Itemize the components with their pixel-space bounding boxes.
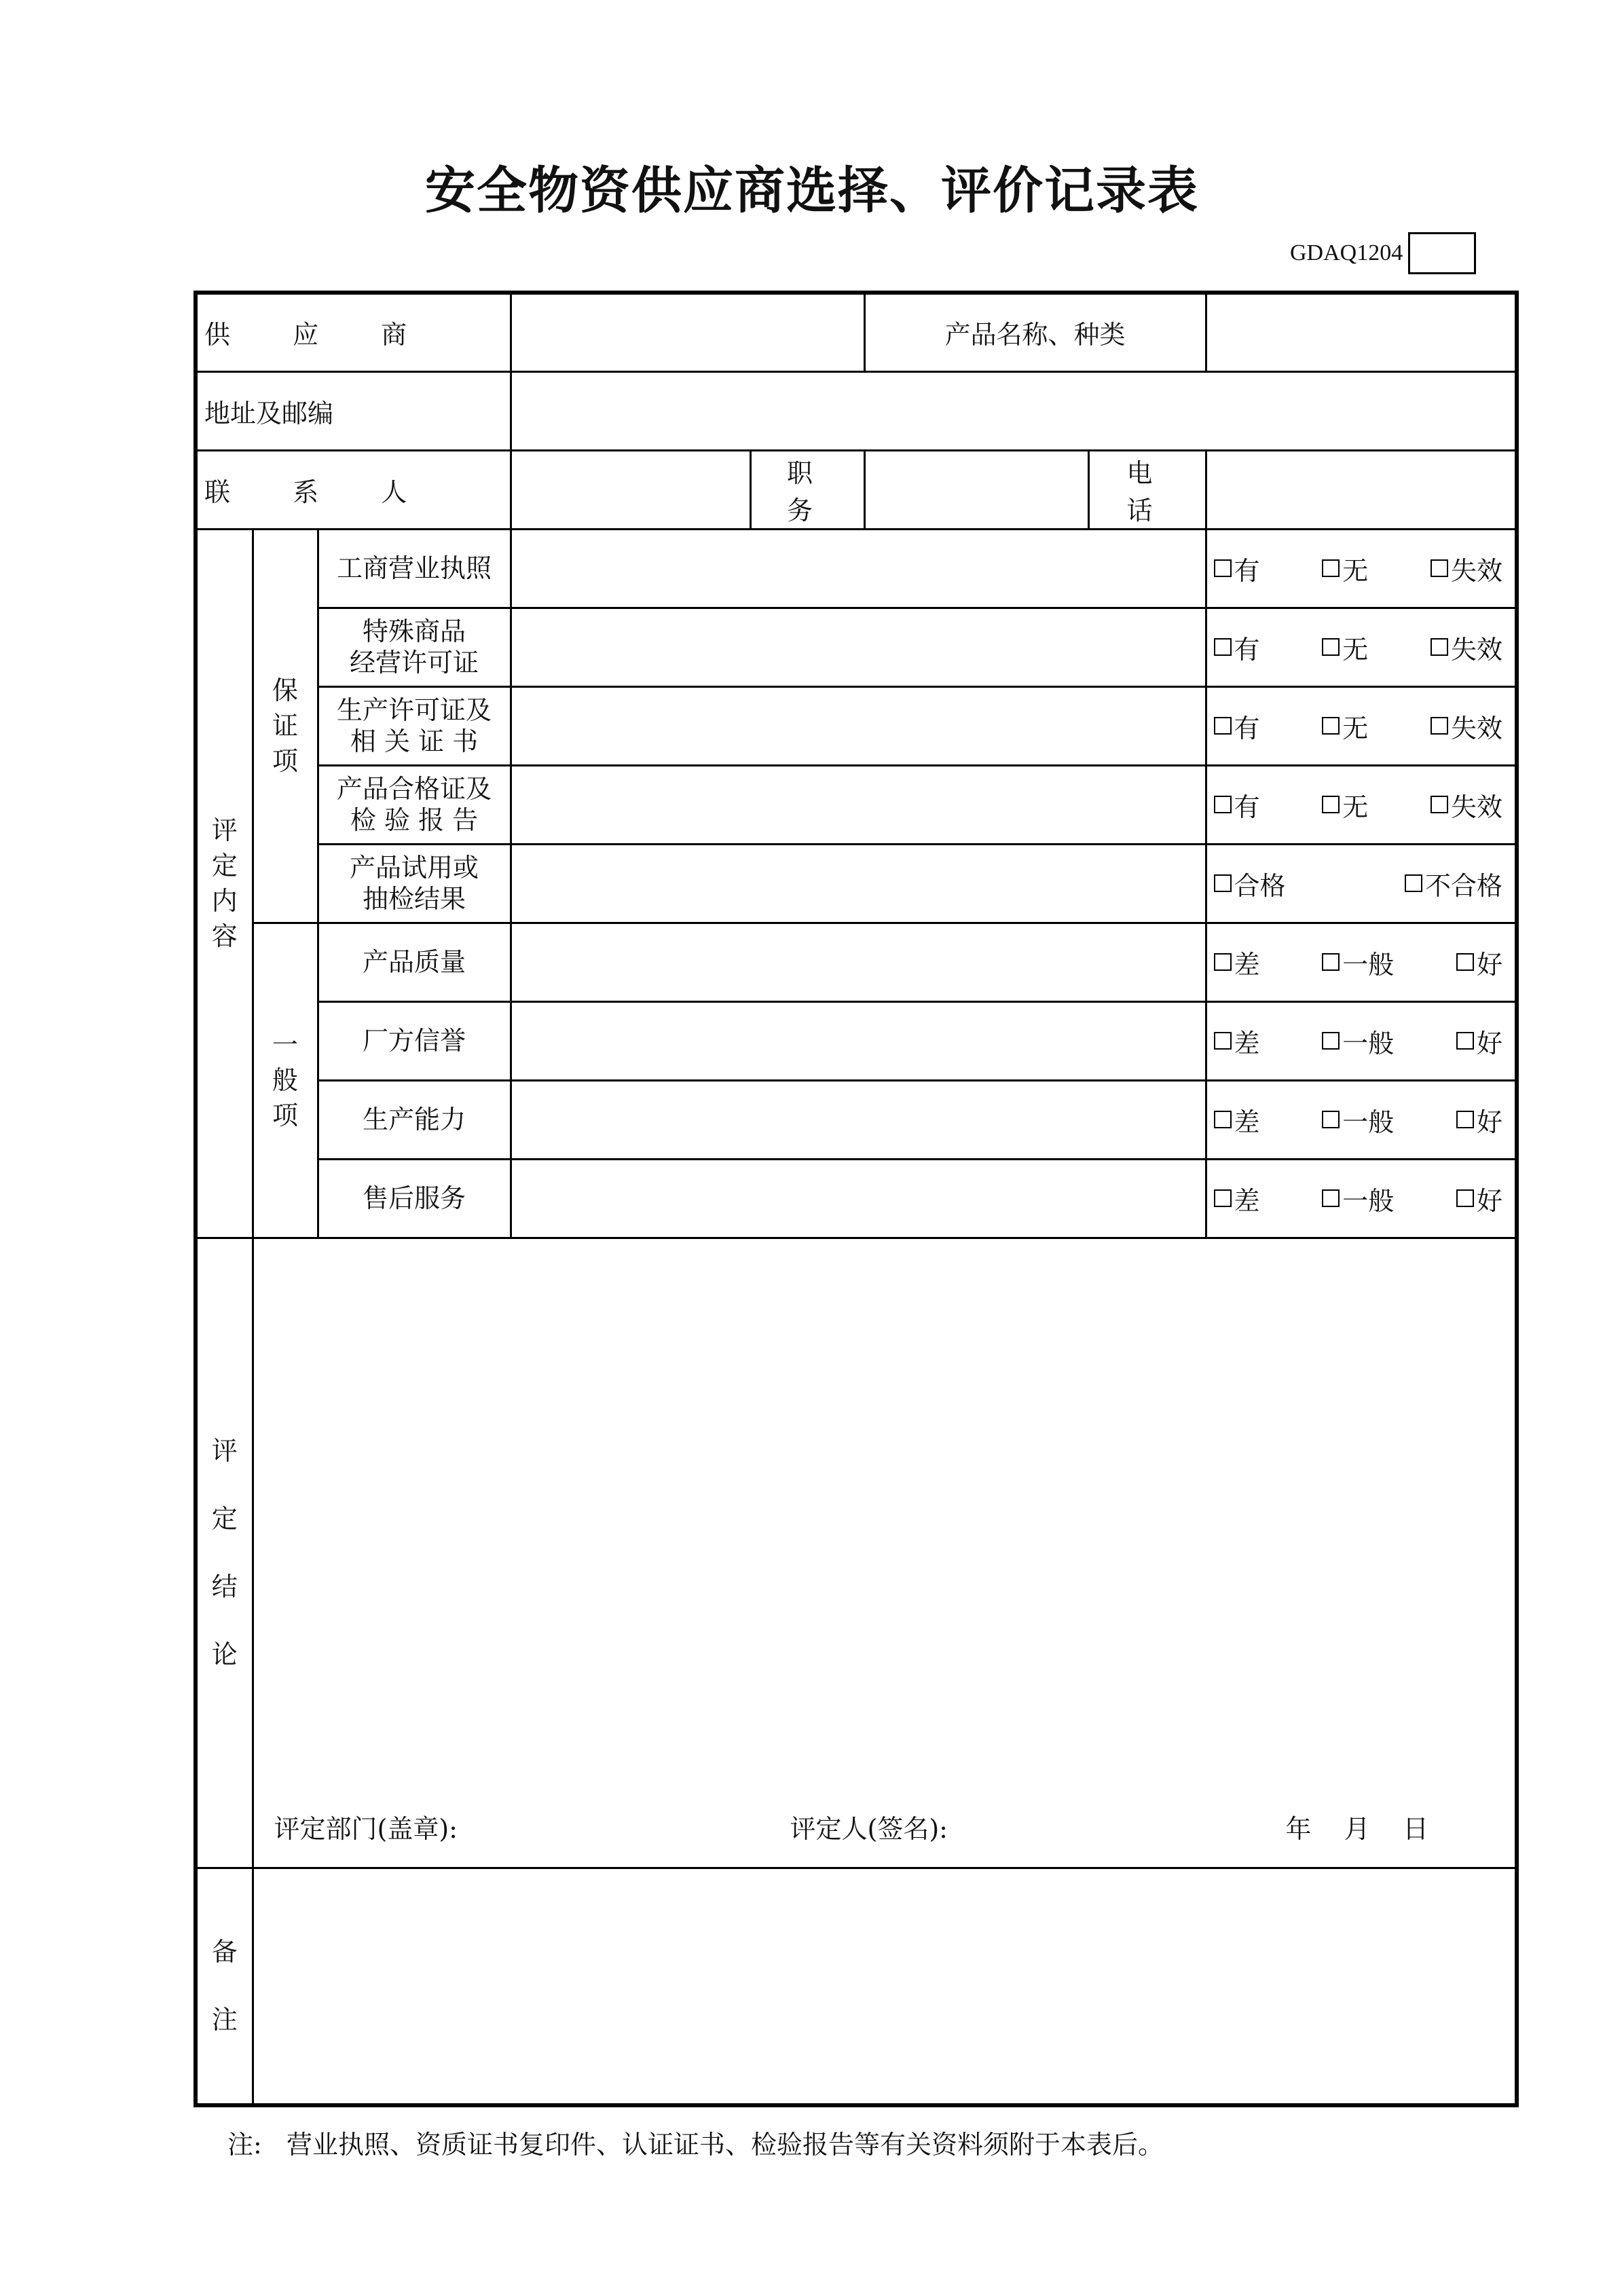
checkbox-icon[interactable]: [1322, 1111, 1340, 1128]
option-checkbox[interactable]: [1431, 786, 1502, 824]
checkbox-icon[interactable]: [1456, 1111, 1474, 1128]
checkbox-icon[interactable]: [1214, 717, 1232, 735]
options-cell: [1206, 844, 1517, 923]
conclusion-label: [196, 1238, 253, 1868]
general-label-char: 般: [272, 1065, 298, 1095]
address-field[interactable]: [511, 371, 1517, 450]
item-label: [318, 1159, 511, 1238]
remark-field[interactable]: [253, 1868, 1517, 2105]
item-label-line: 特殊商品: [362, 616, 466, 646]
evaluation-row: [196, 1159, 1517, 1238]
checkbox-icon[interactable]: [1214, 1189, 1232, 1207]
evaluation-section-label-char: 容: [211, 921, 238, 951]
position-label: 职 务: [750, 450, 864, 529]
checkbox-icon[interactable]: [1214, 1032, 1232, 1050]
remark-label: [196, 1868, 253, 2105]
item-label-line: 厂方信誉: [362, 1026, 466, 1056]
option-checkbox[interactable]: [1214, 1022, 1260, 1060]
option-label: 好: [1476, 1107, 1502, 1137]
footnote: 注: 营业执照、资质证书复印件、认证证书、检验报告等有关资料须附于本表后。: [227, 2130, 1164, 2160]
checkbox-icon[interactable]: [1322, 1189, 1340, 1207]
option-label: 一般: [1342, 1107, 1395, 1137]
item-label-line: 相 关 证 书: [350, 726, 479, 756]
item-label-line: 检 验 报 告: [350, 805, 479, 835]
remark-label-char: 注: [211, 2005, 238, 2035]
options-group: [1214, 707, 1509, 745]
option-checkbox[interactable]: [1322, 1101, 1394, 1139]
option-label: 不合格: [1425, 870, 1503, 901]
item-label-line: 产品质量: [362, 947, 466, 977]
guarantee-label: [253, 529, 318, 923]
option-checkbox[interactable]: [1322, 1180, 1394, 1217]
item-remark-field[interactable]: [511, 1001, 1206, 1080]
item-label: [318, 844, 511, 923]
conclusion-label-char: 定: [211, 1504, 238, 1534]
position-field[interactable]: [864, 450, 1088, 529]
option-checkbox[interactable]: [1214, 707, 1260, 745]
phone-label: 电 话: [1088, 450, 1206, 529]
option-label: 一般: [1342, 1028, 1395, 1058]
item-label-line: 抽检结果: [362, 884, 466, 914]
checkbox-icon[interactable]: [1431, 796, 1448, 813]
option-checkbox[interactable]: [1405, 865, 1502, 902]
option-label: 差: [1234, 949, 1260, 980]
evaluation-form-table: [193, 291, 1519, 2107]
item-remark-field[interactable]: [511, 608, 1206, 686]
item-remark-field[interactable]: [511, 844, 1206, 923]
option-label: 差: [1234, 1107, 1260, 1137]
checkbox-icon[interactable]: [1431, 717, 1448, 735]
conclusion-label-char: 结: [211, 1572, 238, 1602]
options-group: [1214, 944, 1509, 981]
item-label-line: 生产许可证及: [336, 695, 492, 725]
option-checkbox[interactable]: [1214, 1101, 1260, 1139]
evaluation-row: [196, 1080, 1517, 1159]
option-label: 失效: [1450, 555, 1502, 586]
options-cell: [1206, 765, 1517, 844]
contact-field[interactable]: [511, 450, 750, 529]
form-code-text: GDAQ1204: [1290, 240, 1403, 265]
date-label: 年 月 日: [1285, 1813, 1429, 1844]
checkbox-icon[interactable]: [1322, 953, 1340, 971]
option-checkbox[interactable]: [1431, 707, 1502, 745]
evaluation-row: [196, 844, 1517, 923]
option-checkbox[interactable]: [1456, 944, 1502, 981]
address-label: 地址及邮编: [196, 371, 511, 450]
evaluation-section-label-char: 内: [211, 886, 238, 916]
options-cell: [1206, 686, 1517, 765]
guarantee-label-char: 保: [272, 676, 298, 705]
supplier-label: 供 应 商: [196, 293, 511, 371]
option-label: 差: [1234, 1028, 1260, 1058]
item-remark-field[interactable]: [511, 1080, 1206, 1159]
item-label-line: 生产能力: [362, 1105, 466, 1134]
item-label-line: 经营许可证: [349, 648, 479, 678]
options-cell: [1206, 923, 1517, 1001]
phone-field[interactable]: [1206, 450, 1517, 529]
options-group: [1214, 865, 1509, 902]
item-label: [318, 529, 511, 608]
option-label: 失效: [1450, 713, 1502, 743]
checkbox-icon[interactable]: [1214, 638, 1232, 656]
option-checkbox[interactable]: [1214, 865, 1286, 902]
option-label: 一般: [1342, 949, 1395, 980]
remark-label-char: 备: [211, 1937, 238, 1967]
general-label-char: 项: [272, 1100, 298, 1130]
option-label: 好: [1476, 1185, 1502, 1216]
option-label: 一般: [1342, 1185, 1395, 1216]
item-remark-field[interactable]: [511, 1159, 1206, 1238]
option-checkbox[interactable]: [1214, 786, 1260, 824]
item-label-line: 售后服务: [362, 1183, 466, 1213]
option-label: 无: [1342, 713, 1369, 743]
conclusion-field[interactable]: [253, 1238, 1517, 1868]
evaluation-row: [196, 765, 1517, 844]
option-label: 好: [1476, 949, 1502, 980]
checkbox-icon[interactable]: [1214, 796, 1232, 813]
checkbox-icon[interactable]: [1456, 953, 1474, 971]
option-checkbox[interactable]: [1456, 1022, 1502, 1060]
supplier-field[interactable]: [511, 293, 864, 371]
checkbox-icon[interactable]: [1214, 874, 1232, 892]
checkbox-icon[interactable]: [1456, 1032, 1474, 1050]
checkbox-icon[interactable]: [1214, 1111, 1232, 1128]
options-cell: [1206, 1001, 1517, 1080]
remark-row: [196, 1868, 1517, 2105]
item-label: [318, 686, 511, 765]
option-checkbox[interactable]: [1456, 1101, 1502, 1139]
item-label-line: 产品合格证及: [336, 774, 492, 804]
option-checkbox[interactable]: [1456, 1180, 1502, 1217]
guarantee-label-char: 证: [272, 711, 298, 741]
page-title: 安全物资供应商选择、评价记录表: [425, 162, 1199, 220]
checkbox-icon[interactable]: [1431, 638, 1448, 656]
option-checkbox[interactable]: [1322, 944, 1394, 981]
product-label: 产品名称、种类: [864, 293, 1206, 371]
item-remark-field[interactable]: [511, 529, 1206, 608]
option-label: 有: [1234, 555, 1260, 586]
option-label: 好: [1476, 1028, 1502, 1058]
guarantee-label-char: 项: [272, 746, 298, 776]
signature-line: [274, 1808, 1502, 1845]
option-checkbox[interactable]: [1322, 786, 1368, 824]
checkbox-icon[interactable]: [1322, 796, 1340, 813]
option-checkbox[interactable]: [1214, 550, 1260, 587]
option-checkbox[interactable]: [1214, 1180, 1260, 1217]
options-group: [1214, 786, 1509, 824]
item-label: [318, 765, 511, 844]
checkbox-icon[interactable]: [1456, 1189, 1474, 1207]
options-cell: [1206, 1159, 1517, 1238]
checkbox-icon[interactable]: [1405, 874, 1422, 892]
option-checkbox[interactable]: [1322, 1022, 1394, 1060]
option-label: 无: [1342, 555, 1369, 586]
option-checkbox[interactable]: [1322, 550, 1368, 587]
option-checkbox[interactable]: [1431, 629, 1502, 666]
options-group: [1214, 1022, 1509, 1060]
checkbox-icon[interactable]: [1322, 559, 1340, 577]
evaluation-row: [196, 608, 1517, 686]
option-label: 差: [1234, 1185, 1260, 1216]
item-label: [318, 1001, 511, 1080]
evaluation-section-label-char: 评: [211, 815, 238, 845]
evaluation-section-label-char: 定: [211, 851, 238, 881]
conclusion-row: [196, 1238, 1517, 1868]
checkbox-icon[interactable]: [1322, 717, 1340, 735]
contact-label: 联 系 人: [196, 450, 511, 529]
option-checkbox[interactable]: [1431, 550, 1502, 587]
checkbox-icon[interactable]: [1431, 559, 1448, 577]
evaluation-row: [196, 1001, 1517, 1080]
option-checkbox[interactable]: [1322, 629, 1368, 666]
product-field[interactable]: [1206, 293, 1517, 371]
checkbox-icon[interactable]: [1214, 559, 1232, 577]
item-label-line: 工商营业执照: [336, 553, 492, 583]
checkbox-icon[interactable]: [1322, 1032, 1340, 1050]
evaluation-row: [196, 923, 1517, 1001]
option-checkbox[interactable]: [1214, 944, 1260, 981]
options-cell: [1206, 529, 1517, 608]
options-group: [1214, 1180, 1509, 1217]
conclusion-label-char: 论: [211, 1640, 238, 1669]
item-label: [318, 923, 511, 1001]
options-cell: [1206, 608, 1517, 686]
evaluator-sign-label: 评定人(签名):: [790, 1813, 948, 1844]
options-group: [1214, 550, 1509, 587]
option-label: 无: [1342, 792, 1369, 822]
option-label: 有: [1234, 792, 1260, 822]
item-label-line: 产品试用或: [349, 853, 479, 883]
option-label: 有: [1234, 634, 1260, 665]
general-label: [253, 923, 318, 1238]
item-remark-field[interactable]: [511, 686, 1206, 765]
checkbox-icon[interactable]: [1322, 638, 1340, 656]
general-label-char: 一: [272, 1030, 298, 1060]
item-remark-field[interactable]: [511, 923, 1206, 1001]
item-label: [318, 608, 511, 686]
form-code: [1290, 231, 1476, 276]
options-cell: [1206, 1080, 1517, 1159]
option-label: 合格: [1234, 870, 1286, 901]
option-label: 失效: [1450, 634, 1502, 665]
checkbox-icon[interactable]: [1214, 953, 1232, 971]
option-checkbox[interactable]: [1322, 707, 1368, 745]
option-label: 无: [1342, 634, 1369, 665]
item-label: [318, 1080, 511, 1159]
evaluation-row: [196, 686, 1517, 765]
form-code-box[interactable]: [1408, 232, 1476, 274]
option-label: 失效: [1450, 792, 1502, 822]
options-group: [1214, 1101, 1509, 1139]
dept-seal-label: 评定部门(盖章):: [274, 1813, 458, 1844]
evaluation-section-label: [196, 529, 253, 1238]
option-checkbox[interactable]: [1214, 629, 1260, 666]
conclusion-label-char: 评: [211, 1436, 238, 1466]
evaluation-row: [196, 529, 1517, 608]
option-label: 有: [1234, 713, 1260, 743]
item-remark-field[interactable]: [511, 765, 1206, 844]
options-group: [1214, 629, 1509, 666]
